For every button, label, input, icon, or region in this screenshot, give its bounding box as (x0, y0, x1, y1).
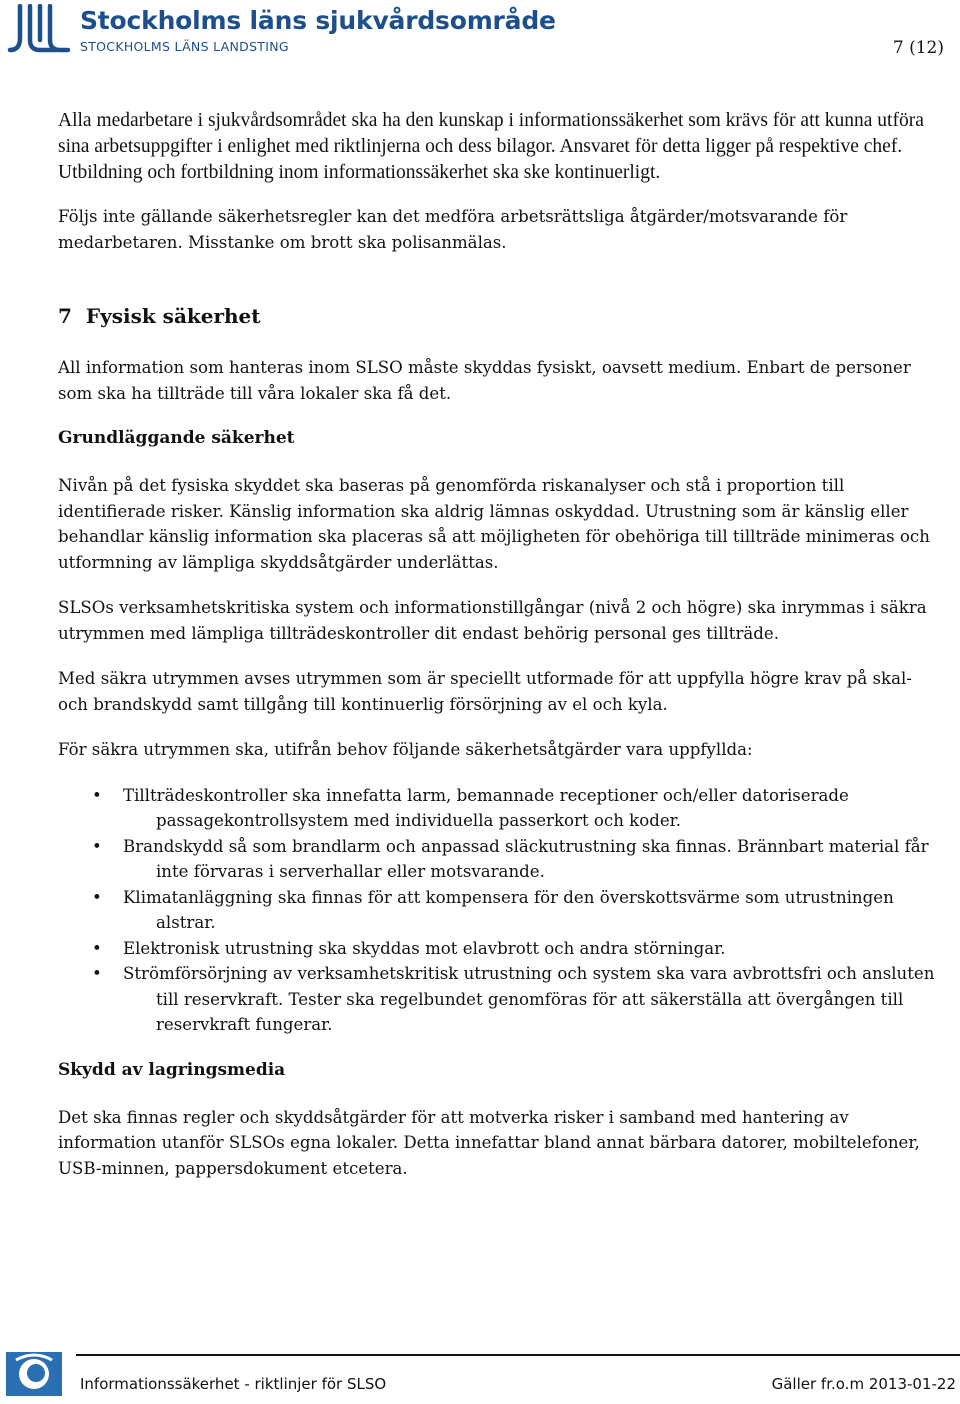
list-item (58, 885, 946, 936)
bullet-icon: • (92, 887, 102, 907)
bullet-icon: • (92, 785, 102, 805)
bullet-icon: • (92, 938, 102, 958)
bullet-icon: • (92, 964, 102, 983)
paragraph-storage-media: Det ska finnas regler och skyddsåtgärder för att motverka risker i samband med hantering av information utanför SLSOs egna lokaler. Detta innefattar bland annat bärbara datorer, mobiltelefoner, USB-minnen, pappersdokument etcetera. (58, 1107, 920, 1178)
paragraph-secure-rooms: Med säkra utrymmen avses utrymmen som är speciellt utformade för att uppfylla högre krav på skal- och brandskydd samt tillgång till kontinuerlig försörjning av el och kyla. (58, 669, 912, 714)
subheading-basic-security: Grundläggande säkerhet (58, 428, 295, 448)
paragraph-training: Alla medarbetare i sjukvårdsområdet ska ha den kunskap i informationssäkerhet som krävs för att kunna utföra sina arbetsuppgifter i enlighet med riktlinjerna och dess bilagor. Ansvaret för detta ligger på respektive chef. Utbildning och fortbildning inom informationssäkerhet ska ske kontinuerligt. (58, 110, 924, 183)
footer-divider (76, 1354, 960, 1356)
list-item (58, 783, 946, 834)
page-header (0, 0, 960, 80)
paragraph-protection-level: Nivån på det fysiska skyddet ska baseras på genomförda riskanalyser och stå i proportion till identifierade risker. Känslig information ska aldrig lämnas oskyddad. Utrustning som är känslig eller behandlar känslig information ska placeras så att möjligheten för obehöriga till tillträde minimeras och utformning av lämpliga skyddsåtgärder underlättas. (58, 476, 930, 572)
section-number: 7 (58, 304, 72, 328)
paragraph-critical-systems: SLSOs verksamhetskritiska system och informationstillgångar (nivå 2 och högre) ska inrymmas i säkra utrymmen med lämpliga tillträdeskontroller dit endast behörig personal ges tillträde. (58, 598, 927, 643)
requirements-list (58, 783, 946, 1038)
sll-circle-logo-icon (6, 1346, 62, 1396)
bullet-icon: • (92, 836, 102, 856)
organization-subtitle: STOCKHOLMS LÄNS LANDSTING (80, 39, 289, 54)
list-item-text: Elektronisk utrustning ska skyddas mot elavbrott och andra störningar. (123, 938, 726, 958)
paragraph-consequences: Följs inte gällande säkerhetsregler kan det medföra arbetsrättsliga åtgärder/motsvarande för medarbetaren. Misstanke om brott ska polisanmälas. (58, 207, 848, 252)
list-item (58, 834, 946, 885)
document-body (58, 108, 946, 1201)
page-number: 7 (12) (892, 38, 944, 58)
section-heading (58, 303, 946, 329)
organization-name: Stockholms läns sjukvårdsområde (80, 6, 556, 35)
slso-logo-icon (6, 4, 72, 54)
page-footer (0, 1346, 960, 1404)
footer-document-title: Informationssäkerhet - riktlinjer för SLSO (80, 1375, 387, 1393)
list-item-text: Klimatanläggning ska finnas för att kompensera för den överskottsvärme som utrustningen alstrar. (123, 887, 894, 932)
list-item (58, 936, 946, 962)
list-item-text: Tillträdeskontroller ska innefatta larm, bemannade receptioner och/eller datoriserade passagekontrollsystem med individuella passerkort och koder. (123, 785, 849, 830)
list-item-text: Strömförsörjning av verksamhetskritisk utrustning och system ska vara avbrottsfri och ansluten till reservkraft. Tester ska regelbundet genomföras för att säkerställa att övergången till reservkraft fungerar. (123, 964, 935, 1034)
paragraph-requirements-intro: För säkra utrymmen ska, utifrån behov följande säkerhetsåtgärder vara uppfyllda: (58, 740, 753, 759)
section-title: Fysisk säkerhet (85, 304, 261, 328)
footer-valid-from: Gäller fr.o.m 2013-01-22 (771, 1375, 956, 1393)
list-item (58, 961, 946, 1038)
subheading-storage-media: Skydd av lagringsmedia (58, 1059, 286, 1080)
list-item-text: Brandskydd så som brandlarm och anpassad släckutrustning ska finnas. Brännbart material får inte förvaras i serverhallar eller motsvarande. (123, 836, 929, 881)
paragraph-physical-protection: All information som hanteras inom SLSO måste skyddas fysiskt, oavsett medium. Enbart de personer som ska ha tillträde till våra lokaler ska få det. (58, 358, 911, 403)
